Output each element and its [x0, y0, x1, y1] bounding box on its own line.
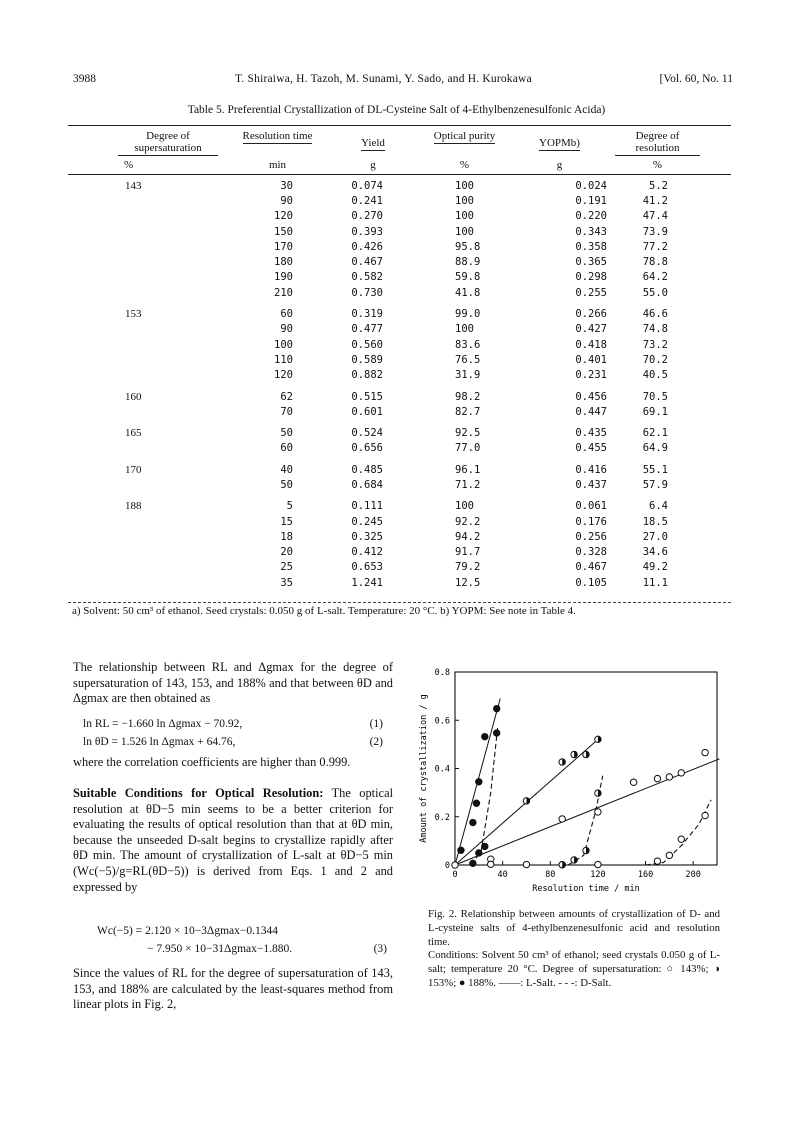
- table-cell: 50: [280, 427, 293, 440]
- data-point: [559, 816, 565, 822]
- data-point: [458, 847, 464, 853]
- table-cell: 30: [280, 179, 293, 192]
- paragraph-4: Since the values of RL for the degree of supersaturation of 143, 153, and 188% are calculated by the least-squares method from linear plots in Fig. 2,: [73, 966, 393, 1012]
- table-cell: 27.0: [642, 530, 668, 543]
- figure-2-chart: [410, 660, 730, 905]
- y-tick-label: 0: [444, 861, 450, 871]
- table-row: [68, 383, 731, 404]
- table-cell: [68, 352, 223, 367]
- table-cell: 0.426: [351, 240, 383, 253]
- table-cell: 0.485: [351, 463, 383, 476]
- table-cell: 0.393: [351, 225, 383, 238]
- data-point: [654, 858, 660, 864]
- table-cell: [68, 529, 223, 544]
- table-cell: 55.1: [642, 463, 668, 476]
- data-point: [523, 861, 529, 867]
- y-tick-label: 0.6: [434, 716, 450, 727]
- table-cell: 50: [280, 478, 293, 491]
- table-cell: 41.8: [455, 286, 481, 299]
- col-head-resolution: Degree of resolution: [615, 130, 700, 156]
- table-cell: [68, 545, 223, 560]
- paragraph-1: The relationship between RL and Δgmax for the degree of supersaturation of 143, 153, and 188% and that between θD and Δgmax are then obtained as: [73, 660, 393, 706]
- plot-frame: [455, 672, 717, 865]
- x-tick-label: 0: [452, 870, 458, 880]
- table-cell: 0.074: [351, 179, 383, 192]
- table-row: [68, 575, 731, 590]
- table-cell: 55.0: [642, 286, 668, 299]
- col-head-time: Resolution time: [242, 130, 313, 142]
- figure-caption: Fig. 2. Relationship between amounts of crystallization of D- and L-cysteine salts of 4-ethylbenzenesulfonic acid and resolution time. Conditions: Solvent 50 cm³ of ethanol; seed crystals 0.050 g of L-salt; temperature 20 °C. Degree of supersaturation: ○ 143%; ◑ 153%; ● 188%. ——: L-Salt. - - -: D-Salt.: [428, 908, 720, 989]
- data-point: [666, 852, 672, 858]
- table-cell: 0.412: [351, 546, 383, 559]
- equation-1: ln RL = −1.660 ln Δgmax − 70.92, (1): [83, 718, 383, 730]
- table-cell: 0.589: [351, 353, 383, 366]
- y-axis-label: Amount of crystallization / g: [419, 694, 429, 843]
- data-point: [630, 779, 636, 785]
- table-cell: 88.9: [455, 256, 481, 269]
- data-point: [470, 819, 476, 825]
- table-cell: [68, 285, 223, 300]
- table-cell: 0.231: [575, 369, 607, 382]
- data-point: [476, 850, 482, 856]
- table-cell: 0.524: [351, 427, 383, 440]
- table-cell: 143: [125, 179, 142, 192]
- table-cell: 99.0: [455, 308, 481, 321]
- table-cell: 74.8: [642, 323, 668, 336]
- table-cell: 0.325: [351, 530, 383, 543]
- table-row: [68, 300, 731, 321]
- data-point: [493, 730, 499, 736]
- table-cell: 73.2: [642, 338, 668, 351]
- table-cell: 0.467: [351, 256, 383, 269]
- table-cell: 79.2: [455, 561, 481, 574]
- table-row: [68, 239, 731, 254]
- table-cell: 0.447: [575, 405, 607, 418]
- table-cell: 0.401: [575, 353, 607, 366]
- data-point: [702, 749, 708, 755]
- data-point: [595, 809, 601, 815]
- table-cell: 40: [280, 463, 293, 476]
- table-cell: 60: [280, 442, 293, 455]
- table-cell: 100: [455, 210, 474, 223]
- table-cell: 46.6: [642, 308, 668, 321]
- table-row: [68, 322, 731, 337]
- table-header-rule: [68, 174, 731, 175]
- unit-time: min: [268, 159, 287, 171]
- table-cell: [68, 322, 223, 337]
- table-row: [68, 209, 731, 224]
- table-row: [68, 514, 731, 529]
- table-cell: [68, 404, 223, 419]
- table-cell: [68, 254, 223, 269]
- table-cell: 100: [455, 225, 474, 238]
- table-cell: 100: [455, 179, 474, 192]
- data-point: [666, 774, 672, 780]
- table-footnote: a) Solvent: 50 cm³ of ethanol. Seed crystals: 0.050 g of L-salt. Temperature: 20 °C. b) YOPM: See note in Table 4.: [72, 605, 576, 617]
- paragraph-3: Suitable Conditions for Optical Resolution: The optical resolution at θD−5 min seems to be a better criterion for evaluating the results of optical resolution than that at θD min, because the unseeded D-salt begins to crystallize rapidly after θD min. The amount of crystallization of L-salt at θD−5 min (Wc(−5)/g=RL(θD−5)) is derived from Eqs. 1 and 2 and expressed by: [73, 786, 394, 894]
- table-cell: 0.024: [575, 179, 607, 192]
- table-cell: 60: [280, 308, 293, 321]
- table-row: [68, 352, 731, 367]
- table-cell: 120: [274, 369, 293, 382]
- unit-purity: %: [459, 159, 470, 171]
- table-cell: 64.2: [642, 271, 668, 284]
- table-cell: 18: [280, 530, 293, 543]
- table-cell: [68, 239, 223, 254]
- table-cell: 78.8: [642, 256, 668, 269]
- table-top-rule: [68, 125, 731, 126]
- table-cell: 190: [274, 271, 293, 284]
- table-cell: 0.730: [351, 286, 383, 299]
- table-cell: 0.255: [575, 286, 607, 299]
- data-table: [68, 178, 731, 590]
- table-cell: 0.241: [351, 194, 383, 207]
- table-cell: 0.319: [351, 308, 383, 321]
- table-cell: 25: [280, 561, 293, 574]
- x-axis-label: Resolution time / min: [532, 884, 640, 894]
- table-cell: 91.7: [455, 546, 481, 559]
- table-cell: 0.882: [351, 369, 383, 382]
- table-cell: 0.427: [575, 323, 607, 336]
- table-cell: 0.455: [575, 442, 607, 455]
- data-point: [678, 836, 684, 842]
- table-cell: 77.0: [455, 442, 481, 455]
- table-cell: [68, 368, 223, 383]
- table-row: [68, 477, 731, 492]
- table-cell: 150: [274, 225, 293, 238]
- table-cell: 0.477: [351, 323, 383, 336]
- table-cell: 0.191: [575, 194, 607, 207]
- table-cell: 5: [286, 500, 293, 513]
- table-cell: 18.5: [642, 515, 668, 528]
- table-cell: 0.684: [351, 478, 383, 491]
- table-cell: 5.2: [649, 179, 668, 192]
- table-cell: 62: [280, 390, 293, 403]
- table-cell: 120: [274, 210, 293, 223]
- table-cell: 100: [455, 194, 474, 207]
- table-cell: 0.582: [351, 271, 383, 284]
- table-cell: 95.8: [455, 240, 481, 253]
- table-cell: [68, 441, 223, 456]
- table-cell: 69.1: [642, 405, 668, 418]
- table-cell: 0.176: [575, 515, 607, 528]
- table-cell: 0.111: [351, 500, 383, 513]
- table-cell: 49.2: [642, 561, 668, 574]
- table-row: [68, 254, 731, 269]
- table-row: [68, 224, 731, 239]
- table-cell: 153: [125, 308, 142, 321]
- table-cell: 70.2: [642, 353, 668, 366]
- table-row: [68, 368, 731, 383]
- table-cell: 96.1: [455, 463, 481, 476]
- table-cell: 0.298: [575, 271, 607, 284]
- page-number: 3988: [73, 73, 96, 85]
- data-point: [702, 812, 708, 818]
- table-cell: 59.8: [455, 271, 481, 284]
- table-cell: 34.6: [642, 546, 668, 559]
- table-cell: 76.5: [455, 353, 481, 366]
- col-head-degree: Degree of supersaturation: [118, 130, 218, 156]
- table-row: [68, 193, 731, 208]
- table-cell: 165: [125, 427, 142, 440]
- table-caption: Table 5. Preferential Crystallization of DL-Cysteine Salt of 4-Ethylbenzenesulfonic Acida): [187, 104, 606, 116]
- table-row: [68, 545, 731, 560]
- table-cell: 35: [280, 576, 293, 589]
- table-row: [68, 529, 731, 544]
- table-cell: 0.105: [575, 576, 607, 589]
- table-row: [68, 493, 731, 514]
- data-point: [473, 800, 479, 806]
- table-cell: 0.437: [575, 478, 607, 491]
- table-bottom-rule: [68, 602, 731, 603]
- table-cell: 0.418: [575, 338, 607, 351]
- table-row: [68, 178, 731, 193]
- table-cell: 0.653: [351, 561, 383, 574]
- table-row: [68, 456, 731, 477]
- table-cell: 70.5: [642, 390, 668, 403]
- table-cell: 0.656: [351, 442, 383, 455]
- x-tick-label: 80: [545, 870, 556, 880]
- table-cell: 210: [274, 286, 293, 299]
- table-cell: 98.2: [455, 390, 481, 403]
- table-cell: 0.456: [575, 390, 607, 403]
- table-cell: 92.2: [455, 515, 481, 528]
- data-point: [482, 843, 488, 849]
- table-cell: 100: [455, 500, 474, 513]
- d-salt-fit-curve: [646, 800, 711, 865]
- x-tick-label: 120: [590, 870, 606, 880]
- table-cell: 100: [274, 338, 293, 351]
- table-cell: 0.245: [351, 515, 383, 528]
- table-cell: [68, 270, 223, 285]
- table-cell: 0.560: [351, 338, 383, 351]
- table-cell: 160: [125, 390, 142, 403]
- table-cell: 90: [280, 323, 293, 336]
- running-authors: T. Shiraiwa, H. Tazoh, M. Sunami, Y. Sado, and H. Kurokawa: [235, 73, 532, 85]
- table-cell: 6.4: [649, 500, 668, 513]
- table-cell: 94.2: [455, 530, 481, 543]
- table-cell: 40.5: [642, 369, 668, 382]
- unit-yopm: g: [556, 159, 563, 171]
- table-cell: 90: [280, 194, 293, 207]
- table-cell: 110: [274, 353, 293, 366]
- table-row: [68, 270, 731, 285]
- table-cell: [68, 575, 223, 590]
- table-cell: 0.365: [575, 256, 607, 269]
- table-cell: 0.343: [575, 225, 607, 238]
- volume-info: [Vol. 60, No. 11: [659, 73, 733, 85]
- table-cell: 1.241: [351, 576, 383, 589]
- section-heading: Suitable Conditions for Optical Resolution:: [73, 786, 324, 800]
- x-tick-label: 160: [637, 870, 654, 880]
- table-cell: 0.220: [575, 210, 607, 223]
- x-tick-label: 40: [497, 870, 508, 880]
- table-cell: 92.5: [455, 427, 481, 440]
- data-point: [654, 775, 660, 781]
- table-cell: 0.416: [575, 463, 607, 476]
- data-point: [493, 705, 499, 711]
- table-cell: 0.601: [351, 405, 383, 418]
- table-cell: 0.266: [575, 308, 607, 321]
- table-cell: 31.9: [455, 369, 481, 382]
- col-head-purity: Optical purity: [433, 130, 496, 142]
- table-cell: [68, 477, 223, 492]
- data-point: [595, 861, 601, 867]
- table-cell: 0.515: [351, 390, 383, 403]
- unit-resolution: %: [652, 159, 663, 171]
- y-tick-label: 0.2: [434, 812, 450, 823]
- col-head-yopm: YOPMb): [539, 137, 580, 149]
- x-tick-label: 200: [685, 870, 701, 880]
- table-cell: 41.2: [642, 194, 668, 207]
- table-cell: 62.1: [642, 427, 668, 440]
- data-point: [488, 861, 494, 867]
- table-cell: 47.4: [642, 210, 668, 223]
- unit-yield: g: [370, 159, 376, 171]
- equation-2: ln θD = 1.526 ln Δgmax + 64.76, (2): [83, 736, 383, 748]
- table-cell: 82.7: [455, 405, 481, 418]
- table-cell: [68, 193, 223, 208]
- table-cell: [68, 560, 223, 575]
- table-cell: 188: [125, 500, 142, 513]
- y-tick-label: 0.4: [434, 764, 450, 775]
- table-cell: 0.270: [351, 210, 383, 223]
- data-point: [678, 770, 684, 776]
- table-cell: 20: [280, 546, 293, 559]
- table-cell: 83.6: [455, 338, 481, 351]
- data-point: [482, 733, 488, 739]
- table-cell: 180: [274, 256, 293, 269]
- table-cell: 0.467: [575, 561, 607, 574]
- table-cell: 64.9: [642, 442, 668, 455]
- table-cell: 15: [280, 515, 293, 528]
- equation-3a: Wc(−5) = 2.120 × 10−3Δgmax−0.1344: [97, 925, 278, 937]
- table-cell: 170: [274, 240, 293, 253]
- table-cell: [68, 514, 223, 529]
- paragraph-2: where the correlation coefficients are higher than 0.999.: [73, 755, 351, 769]
- table-cell: 100: [455, 323, 474, 336]
- table-cell: 71.2: [455, 478, 481, 491]
- data-point: [476, 779, 482, 785]
- table-row: [68, 419, 731, 440]
- table-cell: 0.256: [575, 530, 607, 543]
- table-row: [68, 337, 731, 352]
- table-cell: 170: [125, 463, 142, 476]
- data-point: [470, 860, 476, 866]
- table-cell: 70: [280, 405, 293, 418]
- table-cell: 0.061: [575, 500, 607, 513]
- table-cell: 0.328: [575, 546, 607, 559]
- y-tick-label: 0.8: [434, 668, 450, 678]
- table-cell: 73.9: [642, 225, 668, 238]
- table-cell: 12.5: [455, 576, 481, 589]
- table-cell: 57.9: [642, 478, 668, 491]
- table-cell: 0.358: [575, 240, 607, 253]
- table-cell: [68, 224, 223, 239]
- col-head-yield: Yield: [361, 137, 385, 149]
- table-row: [68, 560, 731, 575]
- table-cell: 0.435: [575, 427, 607, 440]
- table-row: [68, 404, 731, 419]
- table-cell: [68, 209, 223, 224]
- equation-3b: − 7.950 × 10−31Δgmax−1.880. (3): [147, 943, 387, 955]
- table-cell: [68, 337, 223, 352]
- table-row: [68, 285, 731, 300]
- unit-degree: %: [124, 159, 134, 171]
- table-row: [68, 441, 731, 456]
- data-point: [452, 862, 458, 868]
- table-cell: 77.2: [642, 240, 668, 253]
- table-cell: 11.1: [642, 576, 668, 589]
